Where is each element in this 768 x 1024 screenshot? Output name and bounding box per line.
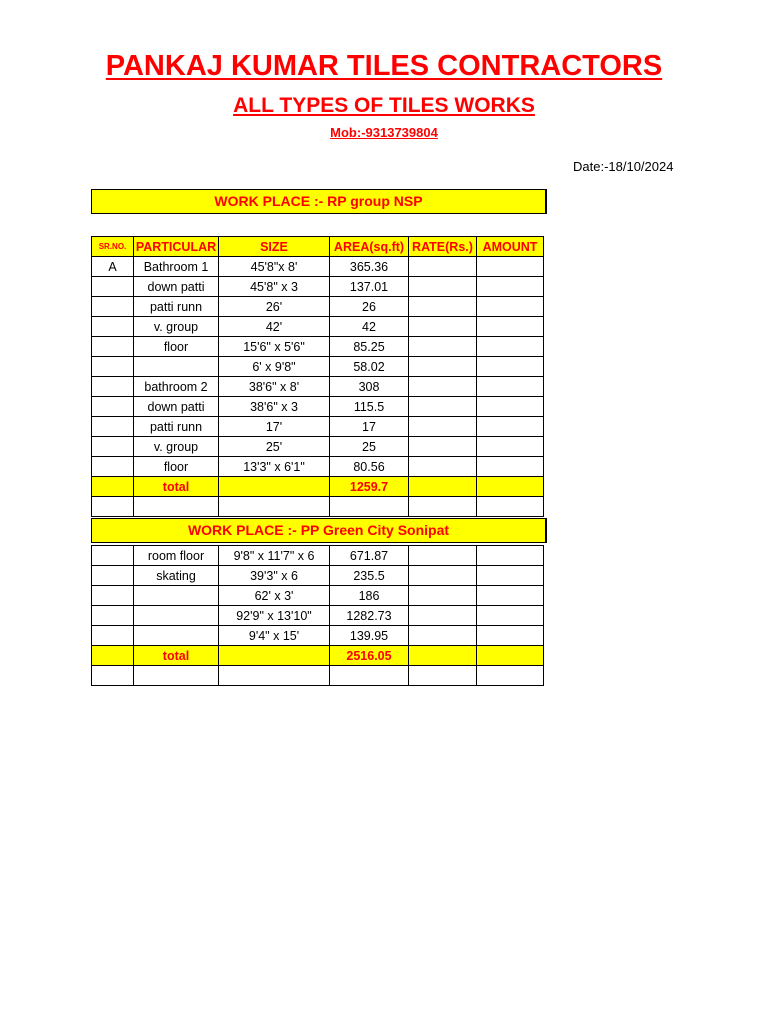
cell-rate <box>409 437 477 457</box>
total-empty-cell <box>477 646 544 666</box>
cell-area: 17 <box>330 417 409 437</box>
empty-cell <box>477 497 544 517</box>
cell-sr-no <box>92 357 134 377</box>
company-subtitle: ALL TYPES OF TILES WORKS <box>233 94 535 117</box>
cell-amount <box>477 626 544 646</box>
cell-rate <box>409 457 477 477</box>
cell-sr-no <box>92 297 134 317</box>
header-amount: AMOUNT <box>477 237 544 257</box>
total-empty-cell <box>92 646 134 666</box>
header-rate: RATE(Rs.) <box>409 237 477 257</box>
cell-particular: room floor <box>134 546 219 566</box>
cell-rate <box>409 277 477 297</box>
header-particular: PARTICULAR <box>134 237 219 257</box>
table-row <box>92 626 544 646</box>
cell-area: 85.25 <box>330 337 409 357</box>
cell-amount <box>477 337 544 357</box>
total-empty-cell <box>477 477 544 497</box>
cell-sr-no <box>92 586 134 606</box>
cell-size: 25' <box>219 437 330 457</box>
cell-particular: down patti <box>134 397 219 417</box>
cell-particular <box>134 357 219 377</box>
cell-area: 1282.73 <box>330 606 409 626</box>
cell-sr-no <box>92 417 134 437</box>
total-value: 2516.05 <box>330 646 409 666</box>
cell-rate <box>409 606 477 626</box>
table-row <box>92 437 544 457</box>
cell-size: 17' <box>219 417 330 437</box>
cell-area: 139.95 <box>330 626 409 646</box>
cell-size: 9'4" x 15' <box>219 626 330 646</box>
cell-sr-no: A <box>92 257 134 277</box>
cell-rate <box>409 357 477 377</box>
empty-cell <box>134 666 219 686</box>
empty-cell <box>330 497 409 517</box>
cell-size: 15'6" x 5'6" <box>219 337 330 357</box>
cell-size: 6' x 9'8" <box>219 357 330 377</box>
company-title: PANKAJ KUMAR TILES CONTRACTORS <box>105 50 663 82</box>
cell-size: 45'8"x 8' <box>219 257 330 277</box>
cell-amount <box>477 417 544 437</box>
table-header-row <box>92 237 544 257</box>
cell-particular <box>134 606 219 626</box>
cell-size: 9'8" x 11'7" x 6 <box>219 546 330 566</box>
cell-size: 39'3" x 6 <box>219 566 330 586</box>
empty-cell <box>92 497 134 517</box>
total-empty-cell <box>219 477 330 497</box>
cell-amount <box>477 277 544 297</box>
cell-amount <box>477 377 544 397</box>
empty-cell <box>409 497 477 517</box>
cell-amount <box>477 397 544 417</box>
cell-particular: v. group <box>134 437 219 457</box>
cell-area: 26 <box>330 297 409 317</box>
section2-table <box>91 545 544 686</box>
cell-sr-no <box>92 337 134 357</box>
cell-particular: Bathroom 1 <box>134 257 219 277</box>
cell-area: 80.56 <box>330 457 409 477</box>
header-sr-no: SR.NO. <box>92 237 134 257</box>
cell-rate <box>409 257 477 277</box>
empty-cell <box>134 497 219 517</box>
table-row <box>92 357 544 377</box>
cell-particular: patti runn <box>134 297 219 317</box>
cell-particular: floor <box>134 457 219 477</box>
cell-sr-no <box>92 606 134 626</box>
total-empty-cell <box>409 646 477 666</box>
cell-sr-no <box>92 397 134 417</box>
table-row <box>92 586 544 606</box>
cell-rate <box>409 417 477 437</box>
table-row <box>92 337 544 357</box>
section1-title: WORK PLACE :- RP group NSP <box>91 189 547 214</box>
cell-area: 671.87 <box>330 546 409 566</box>
cell-particular: skating <box>134 566 219 586</box>
cell-size: 38'6" x 3 <box>219 397 330 417</box>
cell-area: 58.02 <box>330 357 409 377</box>
cell-size: 42' <box>219 317 330 337</box>
cell-area: 186 <box>330 586 409 606</box>
cell-particular <box>134 586 219 606</box>
total-empty-cell <box>409 477 477 497</box>
cell-amount <box>477 606 544 626</box>
section1-table <box>91 236 544 517</box>
cell-particular: down patti <box>134 277 219 297</box>
cell-sr-no <box>92 277 134 297</box>
total-row <box>92 477 544 497</box>
cell-rate <box>409 566 477 586</box>
cell-area: 42 <box>330 317 409 337</box>
cell-particular: bathroom 2 <box>134 377 219 397</box>
cell-rate <box>409 397 477 417</box>
cell-sr-no <box>92 377 134 397</box>
cell-sr-no <box>92 457 134 477</box>
cell-size: 26' <box>219 297 330 317</box>
total-label: total <box>134 646 219 666</box>
cell-particular <box>134 626 219 646</box>
cell-area: 137.01 <box>330 277 409 297</box>
cell-amount <box>477 437 544 457</box>
cell-size: 92'9" x 13'10" <box>219 606 330 626</box>
empty-cell <box>219 666 330 686</box>
total-label: total <box>134 477 219 497</box>
empty-cell <box>219 497 330 517</box>
table-row <box>92 297 544 317</box>
cell-sr-no <box>92 317 134 337</box>
cell-rate <box>409 626 477 646</box>
empty-cell <box>330 666 409 686</box>
cell-sr-no <box>92 546 134 566</box>
cell-amount <box>477 297 544 317</box>
table-row <box>92 377 544 397</box>
cell-area: 235.5 <box>330 566 409 586</box>
cell-amount <box>477 257 544 277</box>
cell-amount <box>477 457 544 477</box>
cell-particular: v. group <box>134 317 219 337</box>
cell-amount <box>477 586 544 606</box>
cell-rate <box>409 337 477 357</box>
cell-sr-no <box>92 566 134 586</box>
total-value: 1259.7 <box>330 477 409 497</box>
mobile-number: Mob:-9313739804 <box>330 125 438 140</box>
cell-area: 308 <box>330 377 409 397</box>
total-row <box>92 646 544 666</box>
table-row <box>92 277 544 297</box>
total-empty-cell <box>219 646 330 666</box>
table-row <box>92 317 544 337</box>
empty-cell <box>92 666 134 686</box>
section2-title: WORK PLACE :- PP Green City Sonipat <box>91 518 547 543</box>
table-row <box>92 546 544 566</box>
cell-amount <box>477 357 544 377</box>
cell-rate <box>409 586 477 606</box>
cell-rate <box>409 317 477 337</box>
cell-area: 115.5 <box>330 397 409 417</box>
document-date: Date:-18/10/2024 <box>573 159 674 174</box>
blank-row <box>92 666 544 686</box>
cell-size: 38'6" x 8' <box>219 377 330 397</box>
cell-rate <box>409 297 477 317</box>
cell-particular: patti runn <box>134 417 219 437</box>
cell-size: 62' x 3' <box>219 586 330 606</box>
cell-area: 25 <box>330 437 409 457</box>
empty-cell <box>477 666 544 686</box>
cell-sr-no <box>92 437 134 457</box>
cell-rate <box>409 546 477 566</box>
cell-amount <box>477 317 544 337</box>
cell-amount <box>477 566 544 586</box>
cell-area: 365.36 <box>330 257 409 277</box>
table-row <box>92 257 544 277</box>
blank-row <box>92 497 544 517</box>
cell-particular: floor <box>134 337 219 357</box>
header-area: AREA(sq.ft) <box>330 237 409 257</box>
table-row <box>92 457 544 477</box>
cell-size: 13'3" x 6'1" <box>219 457 330 477</box>
empty-cell <box>409 666 477 686</box>
table-row <box>92 566 544 586</box>
cell-amount <box>477 546 544 566</box>
table-row <box>92 397 544 417</box>
table-row <box>92 606 544 626</box>
cell-size: 45'8" x 3 <box>219 277 330 297</box>
header-size: SIZE <box>219 237 330 257</box>
cell-sr-no <box>92 626 134 646</box>
table-row <box>92 417 544 437</box>
total-empty-cell <box>92 477 134 497</box>
cell-rate <box>409 377 477 397</box>
